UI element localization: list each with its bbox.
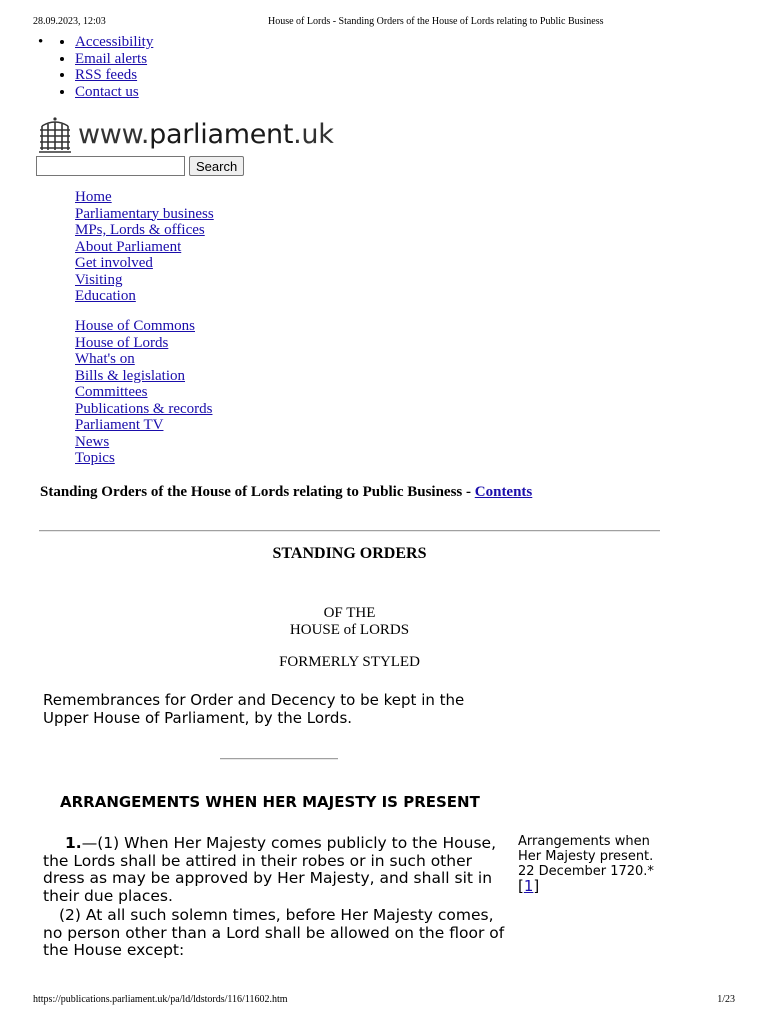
of-the-line: OF THE <box>323 605 376 621</box>
secondary-nav <box>75 318 212 467</box>
nav-education[interactable]: Education <box>75 288 136 304</box>
print-datetime: 28.09.2023, 12:03 <box>33 16 106 27</box>
divider <box>39 530 660 532</box>
bullet-icon: • <box>38 34 44 50</box>
utility-link-rss-feeds[interactable]: RSS feeds <box>75 67 138 83</box>
utility-nav <box>34 34 153 100</box>
marginal-note-title: Arrangements when Her Majesty present. <box>518 834 654 864</box>
paragraph-2: (2) At all such solemn times, before Her Majesty comes, no person other than a Lord shall be allowed on the floor of the House except: <box>43 906 505 959</box>
nav-house-of-lords[interactable]: House of Lords <box>75 334 169 351</box>
search-button[interactable]: Search <box>189 156 244 176</box>
paragraph-1-text: —(1) When Her Majesty comes publicly to the House, the Lords shall be attired in their robes or in such other dress as may be approved by Her Majesty, and shall sit in their due places. <box>43 834 497 905</box>
footnote-link[interactable]: 1 <box>523 877 534 895</box>
footnote-bracket-open: [ <box>518 877 524 895</box>
former-title: Remembrances for Order and Decency to be kept in the Upper House of Parliament, by the Lords. <box>43 691 465 727</box>
nav-parliamentary-business[interactable]: Parliamentary business <box>75 205 214 222</box>
paragraph-number: 1. <box>65 834 82 852</box>
document-title: STANDING ORDERS <box>272 545 427 562</box>
short-divider <box>220 758 338 760</box>
utility-link-email-alerts[interactable]: Email alerts <box>75 50 148 67</box>
main-nav <box>75 189 214 305</box>
nav-about-parliament[interactable]: About Parliament <box>75 238 182 255</box>
print-footer <box>33 994 735 1008</box>
breadcrumb-text: Standing Orders of the House of Lords relating to Public Business - <box>40 484 475 500</box>
utility-link-contact-us[interactable]: Contact us <box>75 83 139 100</box>
breadcrumb <box>40 484 532 501</box>
nav-whats-on[interactable]: What's on <box>75 351 135 367</box>
nav-news[interactable]: News <box>75 433 110 450</box>
nav-committees[interactable]: Committees <box>75 384 148 400</box>
print-page-title: House of Lords - Standing Orders of the House of Lords relating to Public Business <box>268 16 604 27</box>
site-logo[interactable] <box>38 116 334 154</box>
print-url: https://publications.parliament.uk/pa/ld/ldstords/116/11602.htm <box>33 994 288 1005</box>
footnote-bracket-close: ] <box>533 877 540 895</box>
nav-mps-lords-offices[interactable]: MPs, Lords & offices <box>75 222 205 238</box>
nav-house-of-commons[interactable]: House of Commons <box>75 318 195 334</box>
search-input[interactable] <box>36 156 185 176</box>
nav-topics[interactable]: Topics <box>75 450 115 466</box>
contents-link[interactable]: Contents <box>474 484 533 500</box>
paragraph-1 <box>43 835 513 905</box>
nav-bills-legislation[interactable]: Bills & legislation <box>75 367 186 384</box>
nav-home[interactable]: Home <box>75 189 112 205</box>
formerly-styled: FORMERLY STYLED <box>279 654 420 670</box>
marginal-note <box>518 834 668 895</box>
logo-text: www.parliament.uk <box>78 119 334 150</box>
nav-parliament-tv[interactable]: Parliament TV <box>75 417 164 433</box>
section-heading: ARRANGEMENTS WHEN HER MAJESTY IS PRESENT <box>60 793 480 811</box>
utility-link-accessibility[interactable]: Accessibility <box>75 34 154 50</box>
print-header <box>33 16 735 30</box>
nav-visiting[interactable]: Visiting <box>75 271 123 288</box>
marginal-note-date: 22 December 1720.* <box>518 864 654 879</box>
document-subtitle <box>39 605 660 638</box>
house-line: HOUSE of LORDS <box>289 621 410 638</box>
print-page-number: 1/23 <box>717 994 735 1005</box>
nav-get-involved[interactable]: Get involved <box>75 255 153 271</box>
portcullis-icon <box>38 116 72 154</box>
search-form <box>36 156 244 176</box>
nav-publications-records[interactable]: Publications & records <box>75 400 213 417</box>
